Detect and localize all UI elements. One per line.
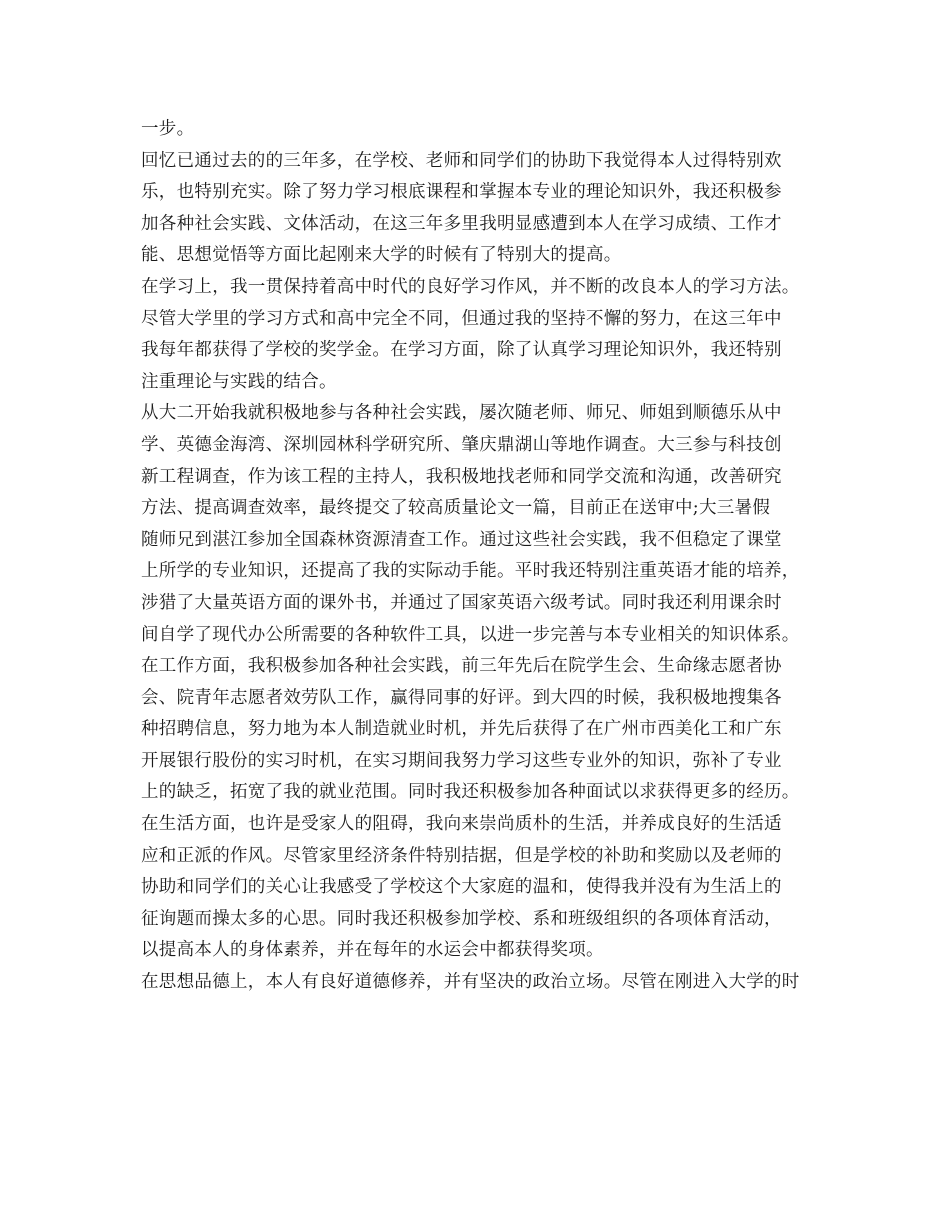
text-line: 在学习上，我一贯保持着高中时代的良好学习作风，并不断的改良本人的学习方法。: [141, 276, 800, 297]
text-line: 间自学了现代办公所需要的各种软件工具，以进一步完善与本专业相关的知识体系。: [141, 624, 800, 645]
text-line: 从大二开始我就积极地参与各种社会实践，屡次随老师、师兄、师姐到顺德乐从中: [141, 403, 782, 424]
text-line: 在生活方面，也许是受家人的阻碍，我向来崇尚质朴的生活，并养成良好的生活适: [141, 814, 782, 835]
text-line: 学、英德金海湾、深圳园林科学研究所、肇庆鼎湖山等地作调查。大三参与科技创: [141, 434, 782, 455]
text-line: 能、思想觉悟等方面比起刚来大学的时候有了特别大的提高。: [141, 245, 622, 266]
text-line: 在工作方面，我积极参加各种社会实践，前三年先后在院学生会、生命缘志愿者协: [141, 656, 782, 677]
text-line: 加各种社会实践、文体活动，在这三年多里我明显感遭到本人在学习成绩、工作才: [141, 213, 782, 234]
document-body: [141, 114, 811, 999]
text-line: 方法、提高调查效率，最终提交了较高质量论文一篇，目前正在送审中;大三暑假: [141, 498, 771, 519]
text-line: 乐，也特别充实。除了努力学习根底课程和掌握本专业的理论知识外，我还积极参: [141, 182, 782, 203]
text-line: 上所学的专业知识，还提高了我的实际动手能。平时我还特别注重英语才能的培养，: [141, 561, 800, 582]
text-line: 尽管大学里的学习方式和高中完全不同，但通过我的坚持不懈的努力，在这三年中: [141, 308, 782, 329]
text-line: 新工程调查，作为该工程的主持人，我积极地找老师和同学交流和沟通，改善研究: [141, 466, 782, 487]
text-line: 开展银行股份的实习时机，在实习期间我努力学习这些专业外的知识，弥补了专业: [141, 750, 782, 771]
text-line: 协助和同学们的关心让我感受了学校这个大家庭的温和，使得我并没有为生活上的: [141, 877, 782, 898]
text-line: 随师兄到湛江参加全国森林资源清查工作。通过这些社会实践，我不但稳定了课堂: [141, 529, 782, 550]
text-line: 回忆已通过去的的三年多，在学校、老师和同学们的协助下我觉得本人过得特别欢: [141, 150, 782, 171]
text-line: 种招聘信息，努力地为本人制造就业时机，并先后获得了在广州市西美化工和广东: [141, 719, 782, 740]
text-line: 一步。: [141, 119, 195, 139]
text-line: 以提高本人的身体素养，并在每年的水运会中都获得奖项。: [141, 940, 604, 961]
text-line: 上的缺乏，拓宽了我的就业范围。同时我还积极参加各种面试以求获得更多的经历。: [141, 782, 800, 803]
text-line: 征询题而操太多的心思。同时我还积极参加学校、系和班级组织的各项体育活动，: [141, 908, 782, 929]
text-line: 在思想品德上，本人有良好道德修养，并有坚决的政治立场。尽管在刚进入大学的时: [141, 972, 800, 993]
text-line: 会、院青年志愿者效劳队工作，赢得同事的好评。到大四的时候，我积极地搜集各: [141, 687, 782, 708]
text-line: 涉猎了大量英语方面的课外书，并通过了国家英语六级考试。同时我还利用课余时: [141, 592, 782, 613]
text-line: 应和正派的作风。尽管家里经济条件特别拮据，但是学校的补助和奖励以及老师的: [141, 845, 782, 866]
text-line: 注重理论与实践的结合。: [141, 371, 337, 392]
text-line: 我每年都获得了学校的奖学金。在学习方面，除了认真学习理论知识外，我还特别: [141, 340, 782, 361]
